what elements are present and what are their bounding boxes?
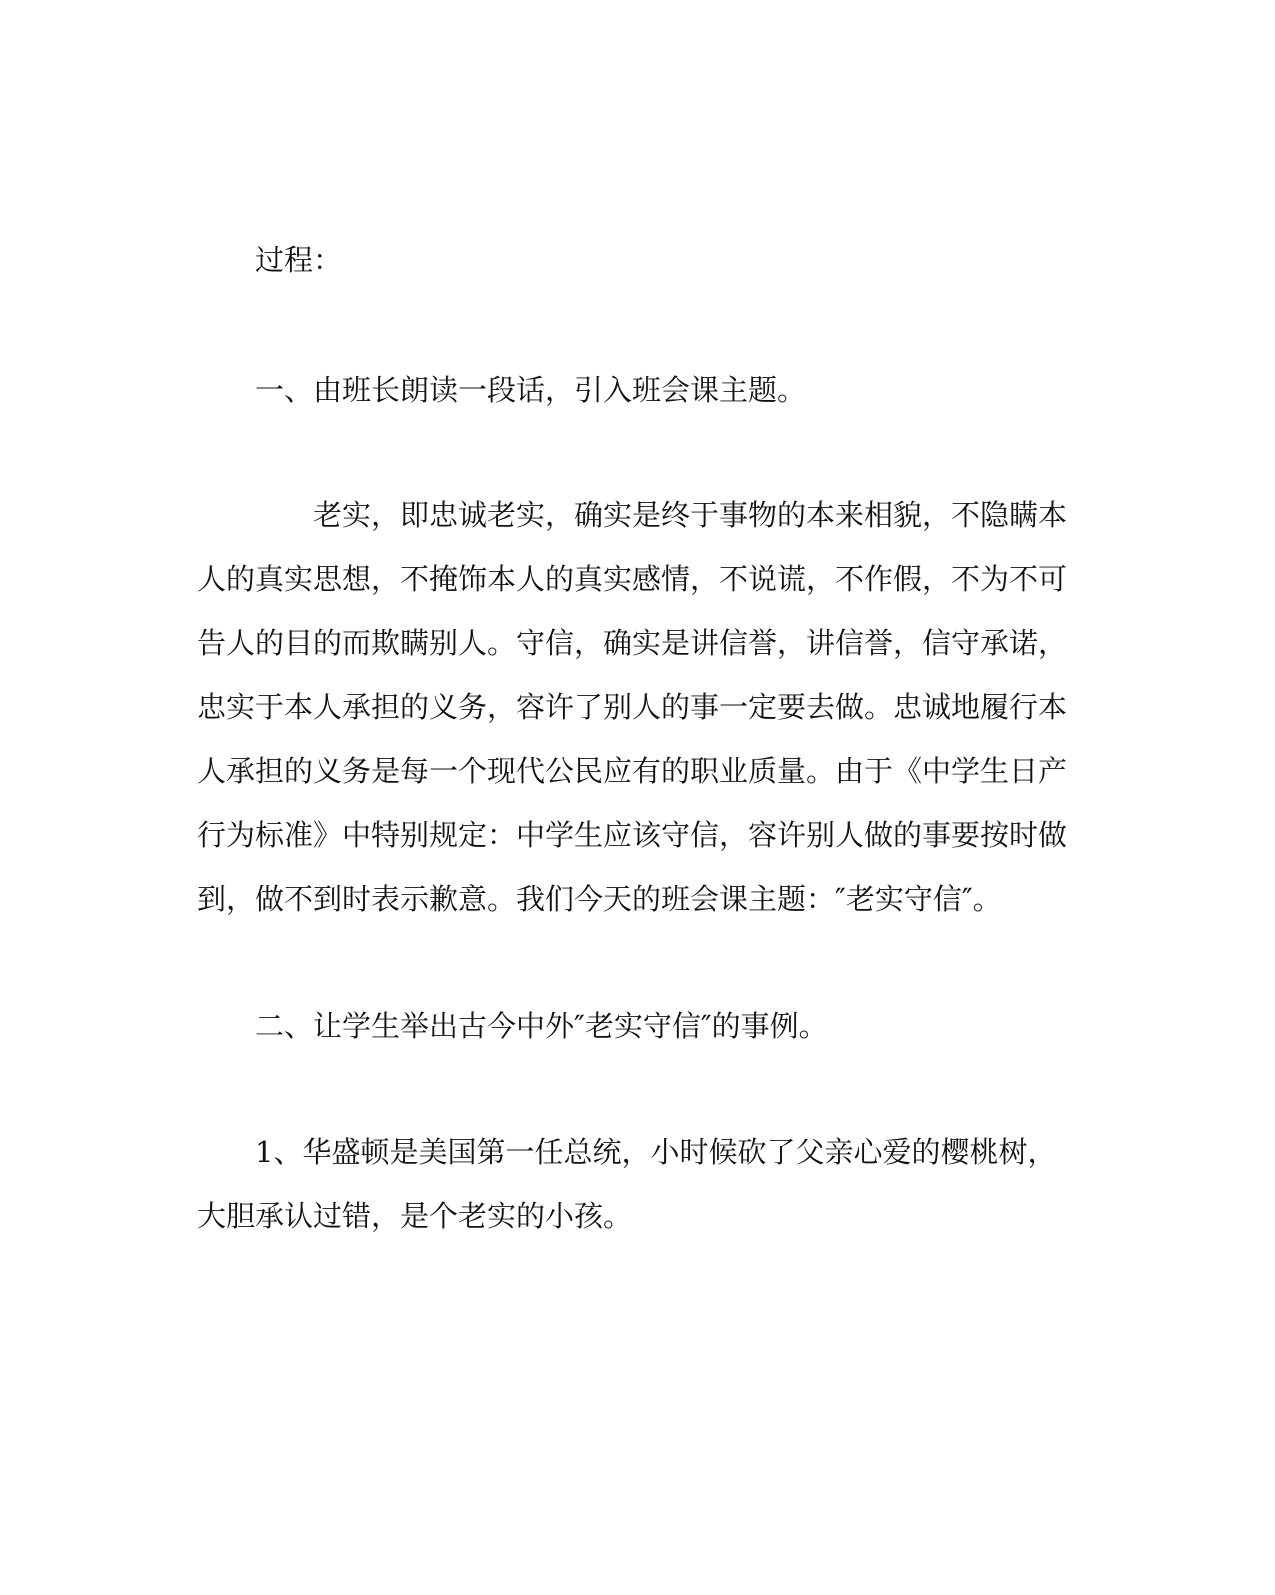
intro-paragraph: 老实，即忠诚老实，确实是终于事物的本来相貌，不隐瞒本人的真实思想，不掩饰本人的真实感情，不说谎，不作假，不为不可告人的目的而欺瞒别人。守信，确实是讲信誉，讲信誉，信守承诺，忠实于本人承担的义务，容许了别人的事一定要去做。忠诚地履行本人承担的义务是每一个现代公民应有的职业质量。由于《中学生日产行为标准》中特别规定：中学生应该守信，容许别人做的事要按时做到，做不到时表示歉意。我们今天的班会课主题：″老实守信″。 xyxy=(197,498,1068,916)
step-one-paragraph: 一、由班长朗读一段话，引入班会课主题。 xyxy=(255,373,807,407)
step-two-paragraph: 二、让学生举出古今中外″老实守信″的事例。 xyxy=(255,1009,828,1043)
section-heading: 过程： xyxy=(255,243,343,277)
example-one-paragraph: 1、华盛顿是美国第一任总统，小时候砍了父亲心爱的樱桃树，大胆承认过错，是个老实的小孩。 xyxy=(197,1135,1057,1233)
